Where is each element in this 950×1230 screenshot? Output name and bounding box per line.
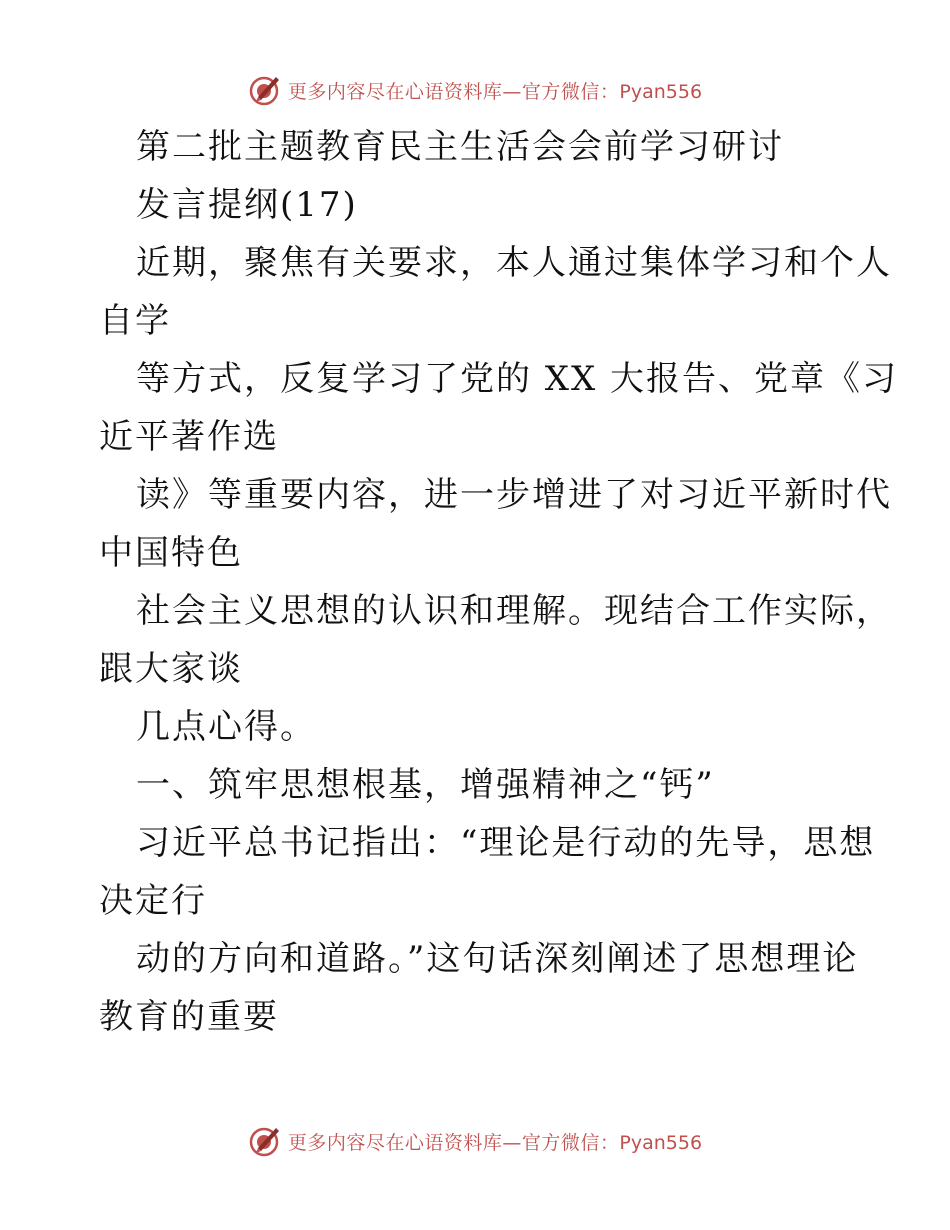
- pen-logo-icon: [248, 73, 282, 107]
- paragraph-line: 教育的重要: [99, 997, 279, 1037]
- pen-logo-icon: [248, 1124, 282, 1158]
- paragraph-line: 习近平总书记指出：“理论是行动的先导，思想: [136, 823, 876, 863]
- paragraph-line: 跟大家谈: [99, 649, 243, 689]
- doc-title-line-2: 发言提纲(17): [136, 185, 358, 225]
- footer-watermark: [0, 1121, 950, 1161]
- paragraph-line: 自学: [99, 301, 171, 341]
- watermark-text: 更多内容尽在心语资料库—官方微信：Pyan556: [287, 80, 703, 103]
- paragraph-line: 社会主义思想的认识和理解。现结合工作实际，: [136, 591, 892, 631]
- section-heading: 一、筑牢思想根基，增强精神之“钙”: [136, 765, 715, 805]
- watermark-text: 更多内容尽在心语资料库—官方微信：Pyan556: [287, 1131, 703, 1154]
- paragraph-line: 近期，聚焦有关要求，本人通过集体学习和个人: [136, 243, 892, 283]
- paragraph-line: 读》等重要内容，进一步增进了对习近平新时代: [136, 475, 892, 515]
- paragraph-line: 近平著作选: [99, 417, 279, 457]
- paragraph-line: 中国特色: [99, 533, 243, 573]
- paragraph-line: 几点心得。: [136, 707, 316, 747]
- paragraph-line: 等方式，反复学习了党的 XX 大报告、党章《习: [136, 359, 899, 399]
- header-watermark: [0, 70, 950, 110]
- paragraph-line: 决定行: [99, 881, 207, 921]
- paragraph-line: 动的方向和道路。”这句话深刻阐述了思想理论: [136, 939, 859, 979]
- watermark-handle: Pyan556: [619, 80, 703, 103]
- watermark-handle: Pyan556: [619, 1131, 703, 1154]
- doc-title-line-1: 第二批主题教育民主生活会会前学习研讨: [136, 127, 784, 167]
